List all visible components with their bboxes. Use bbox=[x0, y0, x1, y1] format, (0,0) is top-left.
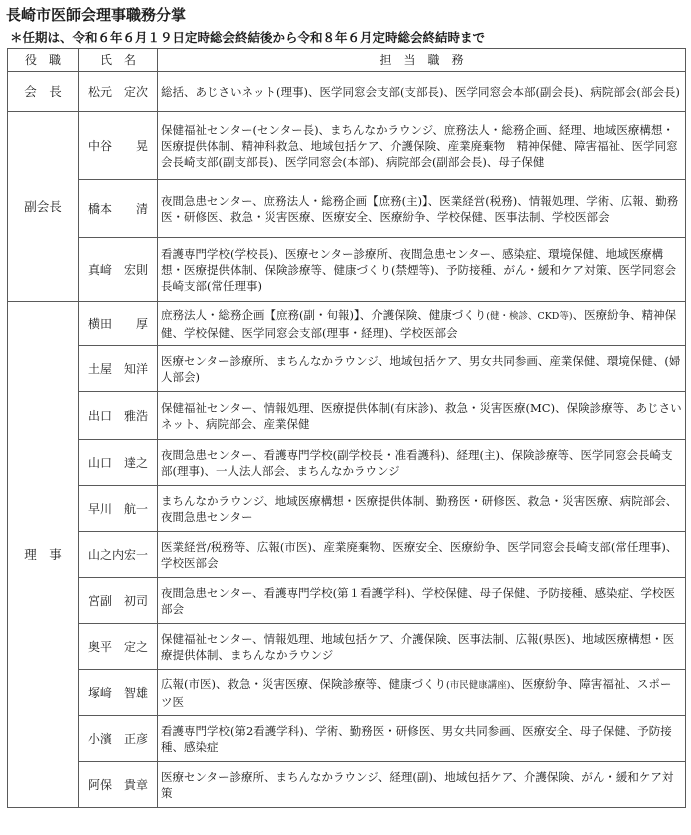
table-row bbox=[8, 486, 686, 532]
member-duties bbox=[158, 762, 686, 808]
table-row bbox=[8, 762, 686, 808]
role-cell: 理 事 bbox=[8, 302, 79, 808]
term-note: ＊任期は、令和６年６月１９日定時総会終結後から令和８年６月定時総会終結時まで bbox=[10, 30, 486, 45]
member-duties bbox=[158, 112, 686, 180]
duties-text-continued: 、医療紛争、障害福祉、スポーツ医 bbox=[161, 676, 672, 709]
duties-text: 夜間急患センター、看護専門学校(副学校長・准看護科)、経理(主)、保険診療等、医学同窓会長崎支部(理事)、一人法人部会、まちんなかラウンジ bbox=[161, 447, 673, 478]
header-role: 役 職 bbox=[8, 49, 79, 72]
member-name: 早川 航一 bbox=[79, 486, 158, 532]
member-duties bbox=[158, 440, 686, 486]
role-cell: 副会長 bbox=[8, 112, 79, 302]
duties-text: まちんなかラウンジ、地域医療構想・医療提供体制、勤務医・研修医、救急・災害医療、病院部会、夜間急患センター bbox=[161, 493, 678, 524]
table-row bbox=[8, 238, 686, 302]
member-name: 橋本 清 bbox=[79, 180, 158, 238]
table-row bbox=[8, 302, 686, 346]
member-name: 土屋 知洋 bbox=[79, 346, 158, 392]
duties-text: 保健福祉センター、情報処理、医療提供体制(有床診)、救急・災害医療(MC)、保険診療等、あじさいネット、病院部会、産業保健 bbox=[161, 400, 682, 431]
member-duties bbox=[158, 238, 686, 302]
header-name: 氏 名 bbox=[79, 49, 158, 72]
member-duties bbox=[158, 578, 686, 624]
member-duties bbox=[158, 624, 686, 670]
duties-text: 広報(市医)、救急・災害医療、保険診療等、健康づくり bbox=[161, 676, 446, 691]
member-name: 山口 達之 bbox=[79, 440, 158, 486]
member-duties bbox=[158, 532, 686, 578]
duties-text: 保健福祉センター(センター長)、まちんなかラウンジ、庶務法人・総務企画、経理、地域医療構想・医療提供体制、精神科救急、地域包括ケア、介護保険、産業廃棄物 精神保健、障害福祉、医学同窓会長崎支部(副支部長)、医学同窓会(本部)、病院部会(副部会長)、母子保健 bbox=[161, 122, 678, 169]
duties-text-continued: 、医療紛争、精神保健、学校保健、医学同窓会支部(理事・経理)、学校医部会 bbox=[161, 307, 677, 340]
member-duties bbox=[158, 392, 686, 440]
duties-text: 夜間急患センター、庶務法人・総務企画【庶務(主)】、医業経営(税務)、情報処理、学術、広報、勤務医・研修医、救急・災害医療、医療安全、医療紛争、学校保健、医事法制、学校医部会 bbox=[161, 193, 679, 224]
duty-table bbox=[7, 48, 686, 808]
duties-text: 夜間急患センター、看護専門学校(第１看護学科)、学校保健、母子保健、予防接種、感染症、学校医部会 bbox=[161, 585, 676, 616]
table-row bbox=[8, 180, 686, 238]
duties-text: 医療センター診療所、まちんなかラウンジ、経理(副)、地域包括ケア、介護保険、がん・緩和ケア対策 bbox=[161, 769, 674, 800]
member-name: 松元 定次 bbox=[79, 72, 158, 112]
member-duties bbox=[158, 72, 686, 112]
table-row bbox=[8, 392, 686, 440]
duties-note: (健・検診、CKD等) bbox=[486, 310, 573, 322]
member-name: 真﨑 宏則 bbox=[79, 238, 158, 302]
member-duties bbox=[158, 486, 686, 532]
member-name: 宮副 初司 bbox=[79, 578, 158, 624]
member-name: 奥平 定之 bbox=[79, 624, 158, 670]
member-duties bbox=[158, 670, 686, 716]
table-row bbox=[8, 532, 686, 578]
duties-text: 医業経営/税務等、広報(市医)、産業廃棄物、医療安全、医療紛争、医学同窓会長崎支部(常任理事)、学校医部会 bbox=[161, 539, 678, 570]
member-name: 山之内宏一 bbox=[79, 532, 158, 578]
table-row bbox=[8, 112, 686, 180]
member-name: 横田 厚 bbox=[79, 302, 158, 346]
header-duties: 担 当 職 務 bbox=[158, 49, 686, 72]
duties-text: 保健福祉センター、情報処理、地域包括ケア、介護保険、医事法制、広報(県医)、地域医療構想・医療提供体制、まちんなかラウンジ bbox=[161, 631, 675, 662]
table-row bbox=[8, 624, 686, 670]
duties-text: 看護専門学校(第2看護学科)、学術、勤務医・研修医、男女共同参画、医療安全、母子保健、予防接種、感染症 bbox=[161, 723, 672, 754]
table-row bbox=[8, 670, 686, 716]
duties-note: (市民健康講座) bbox=[445, 679, 511, 691]
table-row bbox=[8, 440, 686, 486]
member-name: 出口 雅浩 bbox=[79, 392, 158, 440]
role-cell: 会 長 bbox=[8, 72, 79, 112]
duties-text: 医療センター診療所、まちんなかラウンジ、地域包括ケア、男女共同参画、産業保健、環境保健、(婦人部会) bbox=[161, 353, 681, 384]
header-row bbox=[8, 49, 686, 72]
member-name: 塚﨑 智雄 bbox=[79, 670, 158, 716]
table-row bbox=[8, 716, 686, 762]
duties-text: 総括、あじさいネット(理事)、医学同窓会支部(支部長)、医学同窓会本部(副会長)、病院部会(部会長) bbox=[161, 84, 680, 99]
duties-text: 看護専門学校(学校長)、医療センター診療所、夜間急患センター、感染症、環境保健、地域医療構想・医療提供体制、保険診療等、健康づくり(禁煙等)、予防接種、がん・緩和ケア対策、医学同窓会長崎支部(常任理事) bbox=[161, 246, 676, 293]
table-row bbox=[8, 72, 686, 112]
member-name: 小濱 正彦 bbox=[79, 716, 158, 762]
duties-text: 庶務法人・総務企画【庶務(副・旬報)】、介護保険、健康づくり bbox=[161, 307, 487, 322]
member-duties bbox=[158, 346, 686, 392]
page-title: 長崎市医師会理事職務分掌 bbox=[6, 6, 187, 24]
member-name: 阿保 貴章 bbox=[79, 762, 158, 808]
table-row bbox=[8, 346, 686, 392]
table-row bbox=[8, 578, 686, 624]
member-duties bbox=[158, 302, 686, 346]
member-duties bbox=[158, 716, 686, 762]
member-name: 中谷 晃 bbox=[79, 112, 158, 180]
member-duties bbox=[158, 180, 686, 238]
